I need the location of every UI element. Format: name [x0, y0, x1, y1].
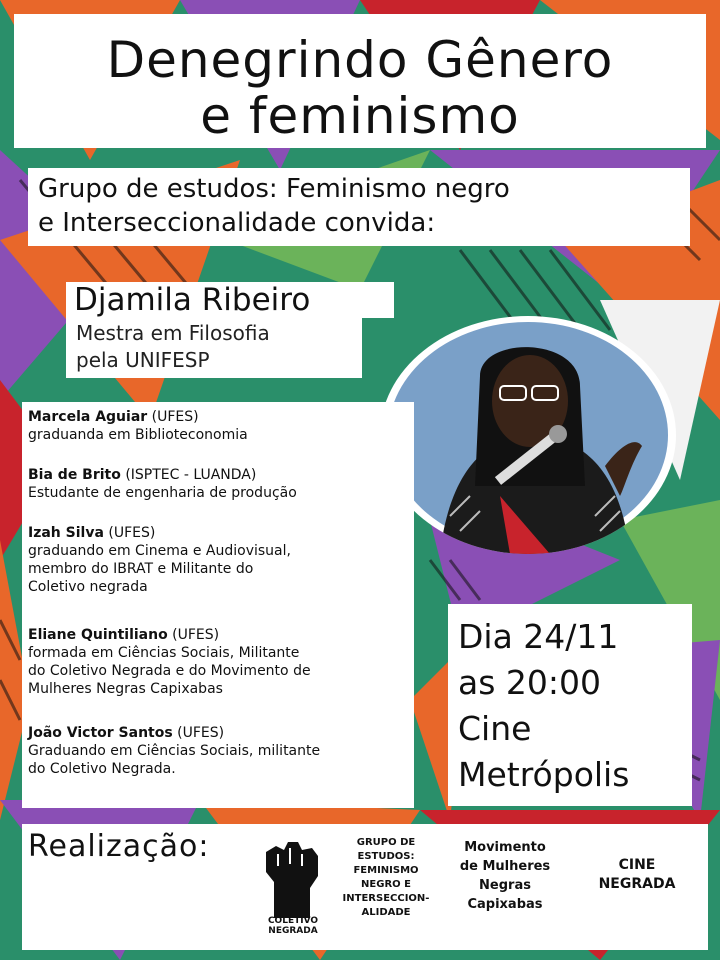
- raised-fist-icon: [254, 832, 332, 920]
- speaker-3-name-line: [28, 524, 155, 542]
- subtitle-line-1: Grupo de estudos: Feminismo negro: [38, 174, 510, 204]
- title-line-1: Denegrindo Gênero: [106, 31, 614, 89]
- grupo-line-1: GRUPO DE: [356, 837, 416, 848]
- movimento-line-4: Capixabas: [467, 897, 543, 912]
- logo-caption-1: COLETIVO: [267, 916, 319, 926]
- event-venue-line-1: Cine: [458, 709, 532, 748]
- cine-line-1: CINE: [618, 857, 656, 873]
- event-box: [448, 604, 692, 806]
- speaker-3-desc-1: graduando em Cinema e Audiovisual,: [28, 543, 291, 559]
- speaker-5-desc-2: do Coletivo Negrada.: [28, 761, 176, 777]
- movimento-line-2: de Mulheres: [459, 859, 551, 874]
- speaker-1-name-line: [28, 408, 199, 426]
- speaker-4-desc-3: Mulheres Negras Capixabas: [28, 681, 223, 697]
- movimento-line-3: Negras: [479, 878, 531, 893]
- subtitle-box: [28, 168, 690, 246]
- event-venue-line-2: Metrópolis: [458, 755, 630, 794]
- org-grupo-de-estudos: [334, 836, 438, 920]
- speaker-2-inst: (ISPTEC - LUANDA): [125, 467, 257, 483]
- speaker-5-inst: (UFES): [177, 725, 225, 741]
- guest-photo: [380, 316, 676, 554]
- guest-portrait-illustration: [380, 316, 676, 554]
- event-date: Dia 24/11: [458, 617, 619, 656]
- speaker-5-name: João Victor Santos: [28, 725, 173, 741]
- guest-name-box: [66, 282, 394, 318]
- speaker-4-name: Eliane Quintiliano: [28, 627, 168, 643]
- coletivo-negrada-logo: [254, 832, 332, 942]
- speaker-1-desc: graduanda em Biblioteconomia: [28, 427, 248, 443]
- guest-desc-box: [66, 318, 362, 378]
- grupo-line-3: FEMINISMO: [353, 865, 419, 876]
- logo-caption-2: NEGRADA: [268, 926, 318, 936]
- speaker-2-name-line: [28, 466, 256, 484]
- speaker-4-desc-2: do Coletivo Negrada e do Movimento de: [28, 663, 311, 679]
- org-cine-negrada: [578, 856, 696, 894]
- subtitle-line-2: e Interseccionalidade convida:: [38, 208, 436, 238]
- grupo-line-6: ALIDADE: [361, 907, 411, 918]
- speaker-2-desc: Estudante de engenharia de produção: [28, 485, 297, 501]
- speaker-3-desc-2: membro do IBRAT e Militante do: [28, 561, 254, 577]
- grupo-line-5: INTERSECCION-: [342, 893, 430, 904]
- event-time: as 20:00: [458, 663, 602, 702]
- speaker-1-inst: (UFES): [151, 409, 199, 425]
- movimento-line-1: Movimento: [464, 840, 546, 855]
- grupo-line-2: ESTUDOS:: [357, 851, 415, 862]
- speaker-3-desc-3: Coletivo negrada: [28, 579, 148, 595]
- speaker-4-inst: (UFES): [172, 627, 220, 643]
- title-line-2: e feminismo: [200, 87, 520, 145]
- cine-line-2: NEGRADA: [598, 876, 676, 892]
- guest-desc-line-1: Mestra em Filosofia: [76, 321, 270, 345]
- guest-desc-line-2: pela UNIFESP: [76, 348, 210, 372]
- org-movimento-mulheres-negras: [440, 838, 570, 914]
- speaker-4-name-line: [28, 626, 219, 644]
- realizacao-label: Realização:: [28, 829, 210, 864]
- speaker-1-name: Marcela Aguiar: [28, 409, 148, 425]
- guest-name: Djamila Ribeiro: [74, 282, 311, 318]
- speaker-5-name-line: [28, 724, 224, 742]
- speakers-box: [22, 402, 414, 808]
- speaker-4-desc-1: formada em Ciências Sociais, Militante: [28, 645, 300, 661]
- speaker-5-desc-1: Graduando em Ciências Sociais, militante: [28, 743, 321, 759]
- speaker-3-name: Izah Silva: [28, 525, 104, 541]
- realizacao-box: [22, 824, 708, 950]
- title-box: [14, 14, 706, 148]
- speaker-3-inst: (UFES): [108, 525, 156, 541]
- grupo-line-4: NEGRO E: [361, 879, 411, 890]
- speaker-2-name: Bia de Brito: [28, 467, 121, 483]
